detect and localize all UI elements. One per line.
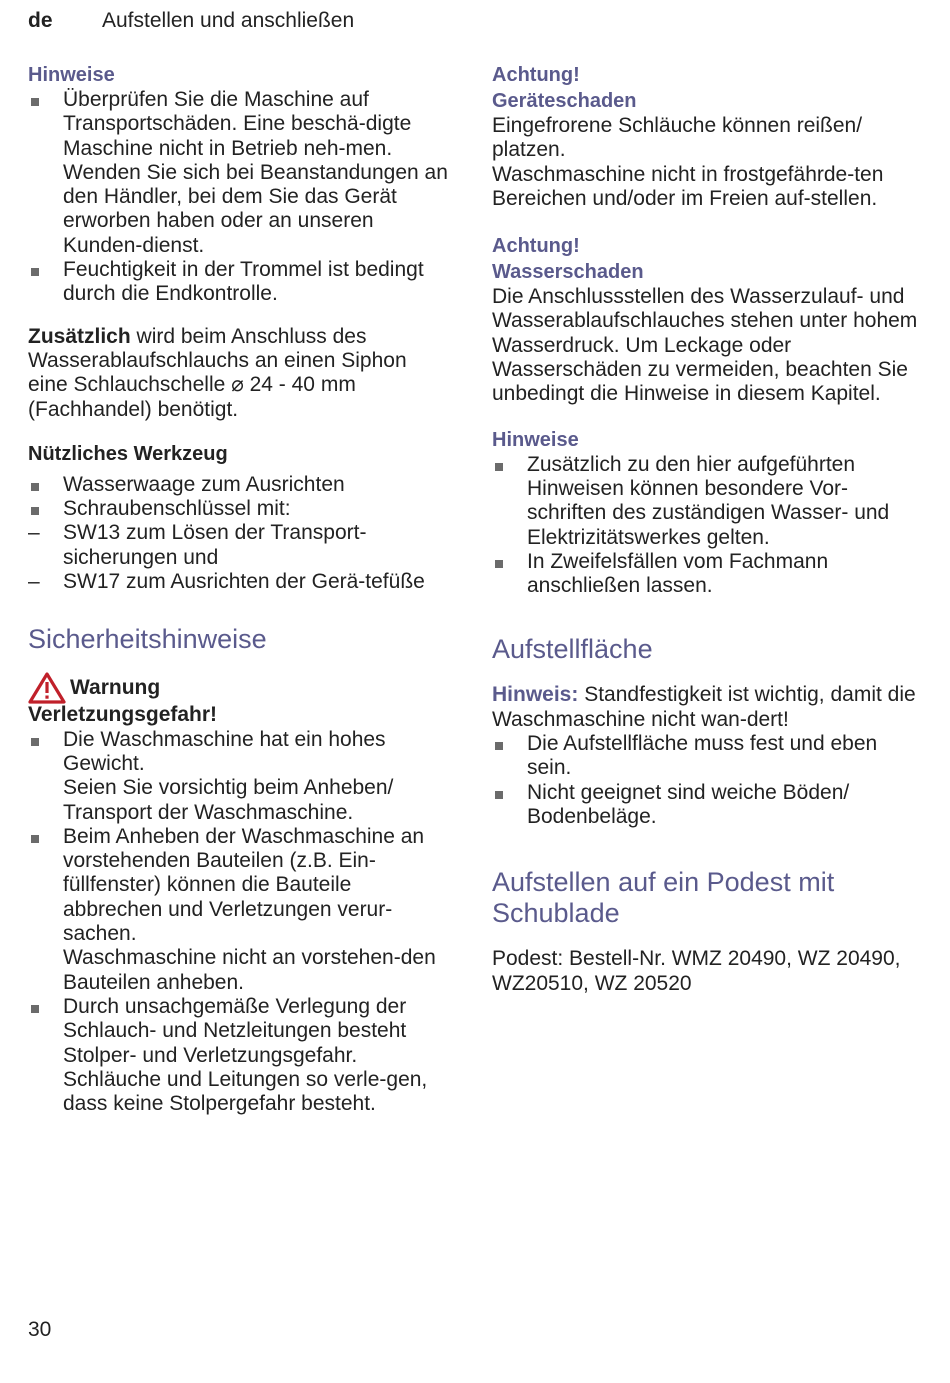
list-item-text: Durch unsachgemäße Verlegung der Schlauch- und Netzleitungen besteht Stolper- und Verletzungsgefahr. xyxy=(63,994,407,1067)
warnung-label: Warnung xyxy=(70,676,161,700)
list-item xyxy=(28,825,448,995)
geraeteschaden-heading: Geräteschaden xyxy=(492,90,637,112)
list-item: Die Aufstellfläche muss fest und eben sein. xyxy=(492,732,922,781)
hinweis-label: Hinweis: xyxy=(492,683,579,707)
list-item: Feuchtigkeit in der Trommel ist bedingt durch die Endkontrolle. xyxy=(28,258,448,307)
warning-triangle-icon xyxy=(28,672,66,704)
geraete-paragraph: Eingefrorene Schläuche können reißen/ platzen. xyxy=(492,114,863,162)
podest-heading: Aufstellen auf ein Podest mit Schublade xyxy=(492,867,835,929)
achtung-label: Achtung! xyxy=(492,64,580,86)
sublist-item: – SW17 zum Ausrichten der Gerä-tefüße xyxy=(28,570,448,594)
hinweis-text: Standfestigkeit ist wichtig, damit die Waschmaschine nicht wan-dert! xyxy=(492,683,916,731)
geraete-paragraph: Waschmaschine nicht in frostgefährde-ten Bereichen und/oder im Freien auf-stellen. xyxy=(492,162,884,210)
zusatz-bold: Zusätzlich xyxy=(28,324,131,348)
zusatz-text: wird beim Anschluss des Wasserablaufschlauchs an einen Siphon eine Schlauchschelle ⌀ 24 - 40 mm (Fachhandel) benötigt. xyxy=(28,324,407,421)
list-item xyxy=(28,995,448,1116)
aufstell-list xyxy=(492,732,922,829)
werkzeug-sublist xyxy=(28,521,448,594)
chapter-title: Aufstellen und anschließen xyxy=(102,9,355,32)
left-column xyxy=(28,62,448,1116)
list-item: Nicht geeignet sind weiche Böden/ Bodenbeläge. xyxy=(492,781,922,830)
sicherheit-heading: Sicherheitshinweise xyxy=(28,624,267,655)
list-item-text: Schläuche und Leitungen so verle-gen, dass keine Stolpergefahr besteht. xyxy=(63,1067,428,1116)
list-item-text: Schraubenschlüssel mit: xyxy=(63,497,291,521)
hinweise-heading: Hinweise xyxy=(28,64,115,86)
hinweise-list xyxy=(492,453,922,599)
zusatz-paragraph xyxy=(28,325,448,422)
page-header xyxy=(28,8,354,34)
sublist-item: – SW13 zum Lösen der Transport-sicherungen und xyxy=(28,521,448,570)
list-item-text: Beim Anheben der Waschmaschine an vorstehenden Bauteilen (z.B. Ein-füllfenster) können die Bauteile abbrechen und Verletzungen verur-sachen. xyxy=(63,824,425,946)
list-item: In Zweifelsfällen vom Fachmann anschließen lassen. xyxy=(492,550,922,599)
warnung-list xyxy=(28,728,448,1117)
hinweise-heading: Hinweise xyxy=(492,428,579,451)
list-item xyxy=(28,497,448,594)
wasserschaden-heading: Wasserschaden xyxy=(492,261,644,284)
list-item: Wasserwaage zum Ausrichten xyxy=(28,473,448,497)
right-column xyxy=(492,62,922,996)
list-item: Zusätzlich zu den hier aufgeführten Hinweisen können besondere Vor-schriften des zuständigen Wasser- und Elektrizitätswerkes gelten. xyxy=(492,453,922,550)
warning-title xyxy=(28,673,448,703)
list-item-text: Waschmaschine nicht an vorstehen-den Bauteilen anheben. xyxy=(63,946,436,994)
werkzeug-heading: Nützliches Werkzeug xyxy=(28,442,228,465)
wasser-paragraph: Die Anschlussstellen des Wasserzulauf- und Wasserablaufschlauches stehen unter hohem Wasserdruck. Um Leckage oder Wasserschäden zu vermeiden, beachten Sie unbedingt die Hinweise in diesem Kapitel. xyxy=(492,285,918,406)
list-item: Überprüfen Sie die Maschine auf Transportschäden. Eine beschä-digte Maschine nicht in Betrieb neh-men. Wenden Sie sich bei Beanstandungen an den Händler, bei dem Sie das Gerät erworben haben oder an unseren Kunden-dienst. xyxy=(28,88,448,258)
list-item xyxy=(28,728,448,825)
language-code: de xyxy=(28,9,53,32)
hinweis-paragraph xyxy=(492,683,922,732)
werkzeug-list xyxy=(28,473,448,594)
achtung-label: Achtung! xyxy=(492,235,580,258)
list-item-text: Seien Sie vorsichtig beim Anheben/ Transport der Waschmaschine. xyxy=(63,776,394,824)
verletzung-label: Verletzungsgefahr! xyxy=(28,703,218,727)
page-number: 30 xyxy=(28,1318,52,1341)
aufstell-heading: Aufstellfläche xyxy=(492,634,653,665)
hinweise-list xyxy=(28,88,448,307)
podest-paragraph: Podest: Bestell-Nr. WMZ 20490, WZ 20490, WZ20510, WZ 20520 xyxy=(492,947,901,995)
list-item-text: Die Waschmaschine hat ein hohes Gewicht. xyxy=(63,727,386,775)
